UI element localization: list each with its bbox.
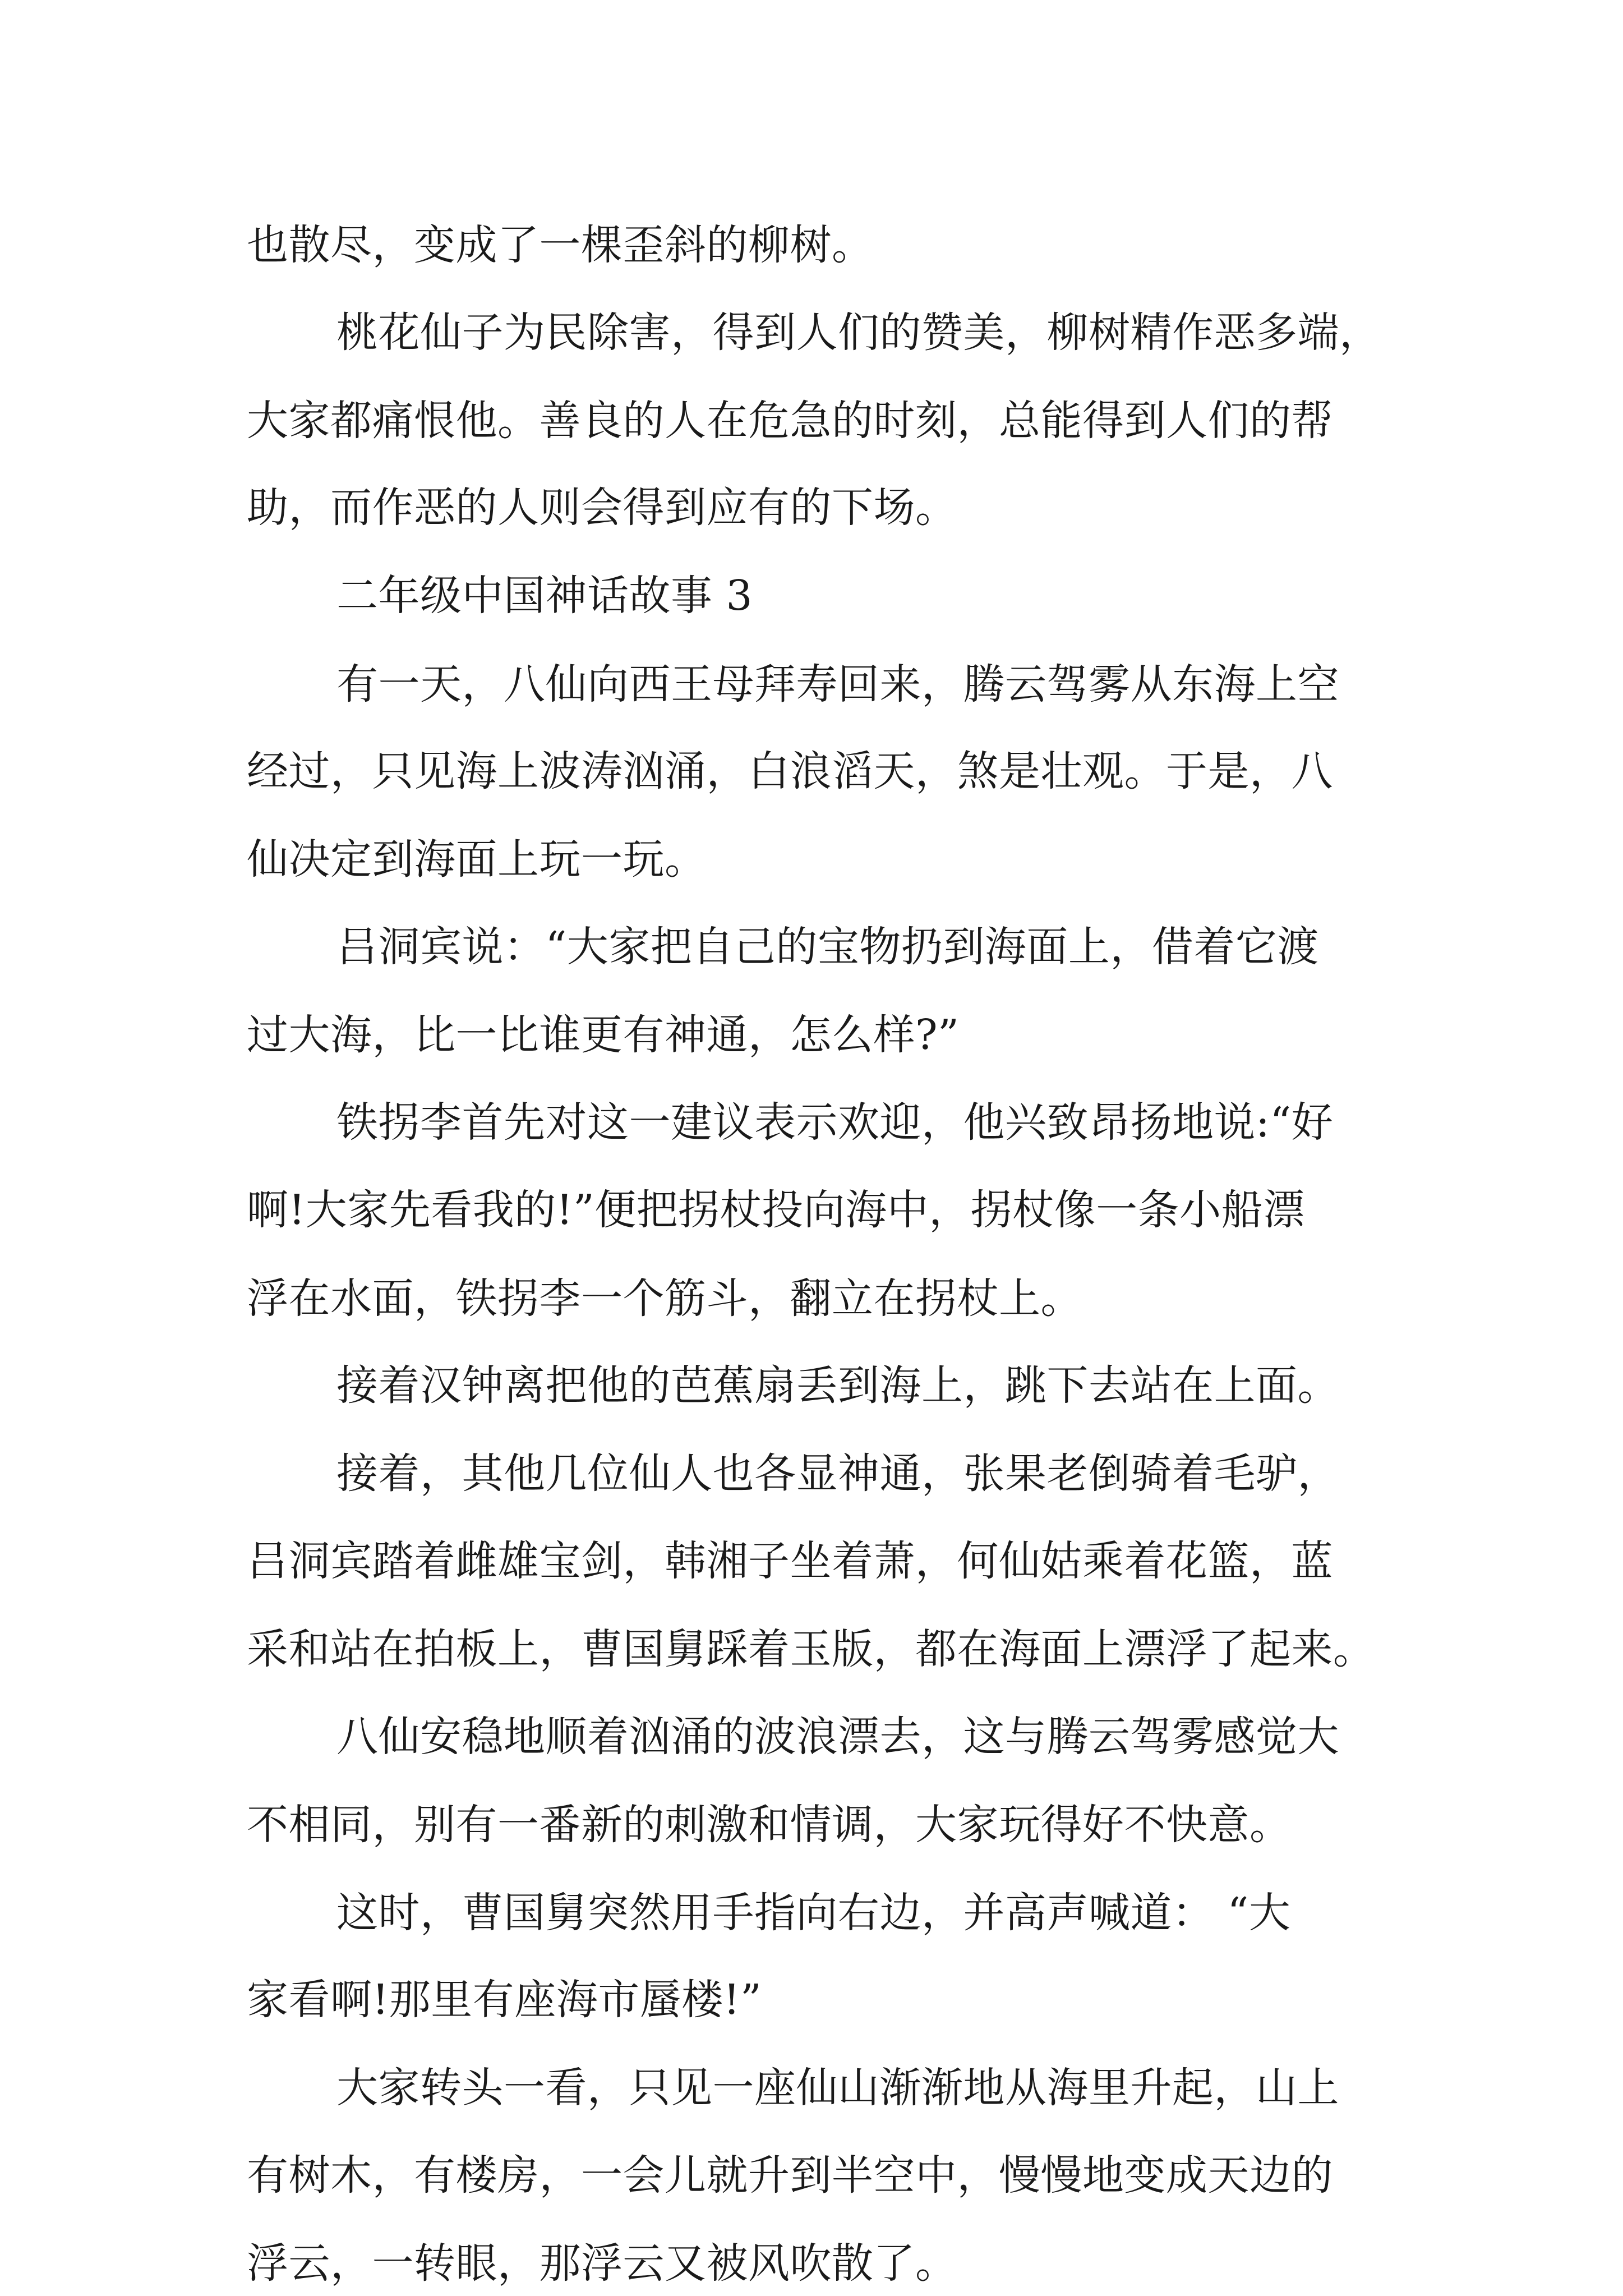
text-line: 桃花仙子为民除害，得到人们的赞美，柳树精作恶多端， — [336, 309, 1381, 357]
text-line: 接着，其他几位仙人也各显神通，张果老倒骑着毛驴， — [336, 1450, 1339, 1498]
section-heading: 二年级中国神话故事 3 — [336, 572, 753, 620]
text-line: 家看啊!那里有座海市蜃楼!” — [247, 1976, 762, 2024]
text-line: 也散尽，变成了一棵歪斜的柳树。 — [247, 221, 874, 269]
text-line: 浮云，一转眼，那浮云又被风吹散了。 — [247, 2239, 957, 2288]
text-line: 吕洞宾踏着雌雄宝剑，韩湘子坐着萧，何仙姑乘着花篮，蓝 — [247, 1537, 1333, 1585]
text-line: 有树木，有楼房，一会儿就升到半空中，慢慢地变成天边的 — [247, 2151, 1333, 2200]
text-line: 啊!大家先看我的!”便把拐杖投向海中，拐杖像一条小船漂 — [247, 1186, 1305, 1234]
text-line: 八仙安稳地顺着汹涌的波浪漂去，这与腾云驾雾感觉大 — [336, 1713, 1339, 1761]
text-line: 经过，只见海上波涛汹涌，白浪滔天，煞是壮观。于是，八 — [247, 747, 1333, 795]
text-line: 这时，曹国舅突然用手指向右边，并高声喊道： “大 — [336, 1889, 1291, 1937]
text-line: 有一天，八仙向西王母拜寿回来，腾云驾雾从东海上空 — [336, 660, 1339, 708]
text-line: 仙决定到海面上玩一玩。 — [247, 835, 707, 884]
text-line: 浮在水面，铁拐李一个筋斗，翻立在拐杖上。 — [247, 1274, 1082, 1323]
text-line: 采和站在拍板上，曹国舅踩着玉版，都在海面上漂浮了起来。 — [247, 1625, 1375, 1673]
text-line: 铁拐李首先对这一建议表示欢迎，他兴致昂扬地说:“好 — [336, 1098, 1334, 1147]
text-line: 不相同，别有一番新的刺激和情调，大家玩得好不快意。 — [247, 1801, 1292, 1849]
text-line: 吕洞宾说：“大家把自己的宝物扔到海面上，借着它渡 — [336, 923, 1319, 971]
text-line: 过大海，比一比谁更有神通，怎么样?” — [247, 1011, 960, 1059]
text-line: 助，而作恶的人则会得到应有的下场。 — [247, 484, 957, 532]
text-line: 大家都痛恨他。善良的人在危急的时刻，总能得到人们的帮 — [247, 397, 1333, 445]
text-line: 大家转头一看，只见一座仙山渐渐地从海里升起，山上 — [336, 2064, 1339, 2112]
text-line: 接着汉钟离把他的芭蕉扇丢到海上，跳下去站在上面。 — [336, 1361, 1339, 1410]
